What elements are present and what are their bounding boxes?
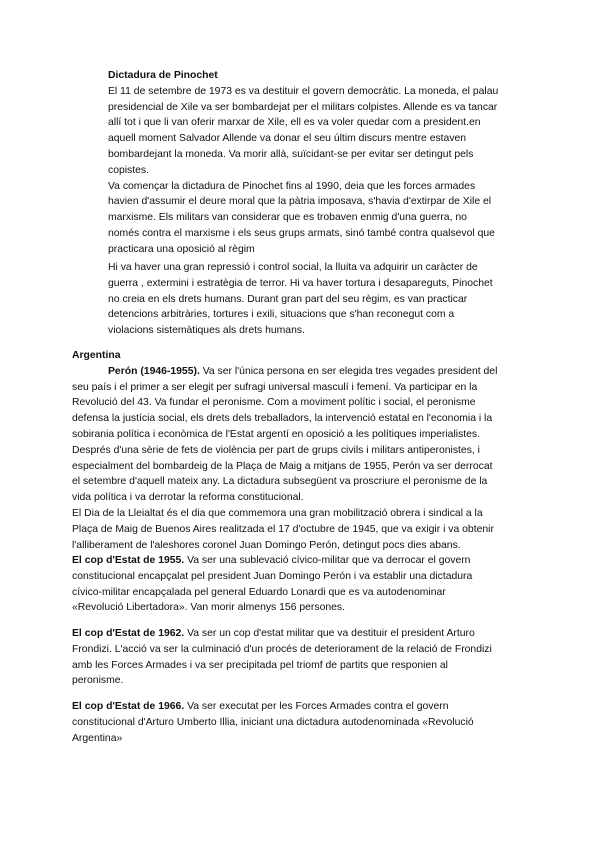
text-line: Argentina»	[72, 732, 123, 744]
coup-1962-label: El cop d'Estat de 1962.	[72, 628, 185, 639]
text-line: constitucional d'Arturo Umberto Illia, iniciant una dictadura autodenominada «Revolució	[72, 716, 474, 728]
text-line: guerra , extermini i estratègia de terror. Hi va haver tortura i desapareguts, Pinochet	[108, 277, 493, 289]
text-line: només contra el marxisme i els seus grups armats, sinó també contra qualsevol que	[108, 227, 495, 239]
text-line: marxisme. Els militars van considerar que es trobaven enmig d'una guerra, no	[108, 212, 467, 224]
text-line: amb les Forces Armades i va ser precipitada pel triomf de partits que responien al	[72, 659, 448, 671]
text-line: defensa la justícia social, els drets dels treballadors, la intervenció estatal en l'economia i la	[72, 413, 493, 425]
pinochet-section	[108, 68, 498, 258]
text-line: cívico-militar encapçalada pel general Eduardo Lonardi que es va autodenominar	[72, 586, 446, 598]
coup-1966-label: El cop d'Estat de 1966.	[72, 701, 185, 712]
coup-first-line: El cop d'Estat de 1955. Va ser una sublevació cívico-militar que va derrocar el govern	[72, 555, 471, 566]
text-line: bombardejant la moneda. Va morir allà, suïcidant-se per evitar ser detingut pels	[108, 148, 474, 160]
text-line: Va començar la dictadura de Pinochet fins al 1990, deia que les forces armades	[108, 180, 476, 192]
text-line: detencions arbitràries, tortures i exili, situacions que s'han reconegut com a	[108, 309, 455, 321]
text-line: Hi va haver una gran repressió i control social, la lluita va adquirir un caràcter de	[108, 262, 478, 273]
text-line: El 11 de setembre de 1973 es va destituir el govern democràtic. La moneda, el palau	[108, 85, 499, 97]
argentina-section	[72, 348, 497, 553]
text-line: seu país i el primer a ser elegit per sufragi universal masculí i femení. Va participar en la	[72, 381, 478, 393]
coup-1962-section	[72, 626, 492, 689]
peron-label: Perón (1946-1955).	[108, 365, 200, 377]
coup-1955-label: El cop d'Estat de 1955.	[72, 555, 185, 566]
text-line: aquell moment Salvador Allende va donar el seu últim discurs mentre estaven	[108, 133, 467, 145]
coup-1966-section	[72, 699, 474, 746]
text-line: no creia en els drets humans. Durant gran part del seu règim, es van practicar	[108, 293, 468, 305]
text-line: Frondizi. L'acció va ser la culminació d'un procés de deteriorament de la relació de Frondizi	[72, 643, 492, 655]
text-line: practicara una oposició al règim	[108, 243, 255, 255]
text-line: «Revolució Libertadora». Van morir almenys 156 persones.	[72, 602, 345, 614]
text-line: Plaça de Maig de Buenos Aires realitzada el 17 d'octubre de 1945, que va exigir i va obtenir	[72, 523, 494, 535]
text-line: vida política i va derrotar la reforma constitucional.	[72, 492, 304, 504]
text-line: sobirania política i econòmica de l'Estat argentí en oposició a les polítiques imperialistes.	[72, 428, 481, 440]
pinochet-heading: Dictadura de Pinochet	[108, 70, 218, 81]
coup-first-line: El cop d'Estat de 1966. Va ser executat per les Forces Armades contra el govern	[72, 701, 449, 712]
text-line: El Dia de la Lleialtat és el dia que commemora una gran mobilització obrera i sindical a la	[72, 507, 483, 519]
text-line: el setembre d'aquell mateix any. La dictadura subsegüent va proscriure el peronisme de la	[72, 476, 488, 488]
text-line: especialment del bombardeig de la Plaça de Maig a mitjans de 1955, Perón va ser derrocat	[72, 460, 493, 472]
text-line: Després d'una sèrie de fets de violència per part de grups civils i militars antiperonistes, i	[72, 444, 480, 456]
text-line: allí tot i que li van oferir marxar de Xile, ell es va voler quedar com a president.en	[108, 117, 481, 129]
coup-first-line: El cop d'Estat de 1962. Va ser un cop d'estat militar que va destituir el president Arturo	[72, 628, 475, 639]
text-line: havien d'assumir el deure moral que la pàtria imposava, s'havia d'extirpar de Xile el	[108, 196, 492, 208]
text-line: l'alliberament de l'aleshores coronel Juan Domingo Perón, detingut pocs dies abans.	[72, 539, 461, 551]
repression-paragraph	[108, 260, 493, 339]
argentina-heading: Argentina	[72, 350, 121, 361]
text-line: Revolució del 43. Va fundar el peronisme. Com a moviment polític i social, el peronisme	[72, 397, 476, 409]
text-line: peronisme.	[72, 675, 124, 687]
text-line: copistes.	[108, 164, 150, 176]
peron-first-line: Perón (1946-1955). Va ser l'única persona en ser elegida tres vegades president del	[108, 365, 498, 377]
text-line: presidencial de Xile va ser bombardejat per el militars colpistes. Allende es va tancar	[108, 101, 498, 113]
text-line: constitucional encapçalat pel president Juan Domingo Perón i va establir una dictadura	[72, 570, 473, 582]
text-line: violacions sistemàtiques als drets humans.	[108, 325, 305, 337]
coup-1955-section	[72, 553, 472, 616]
